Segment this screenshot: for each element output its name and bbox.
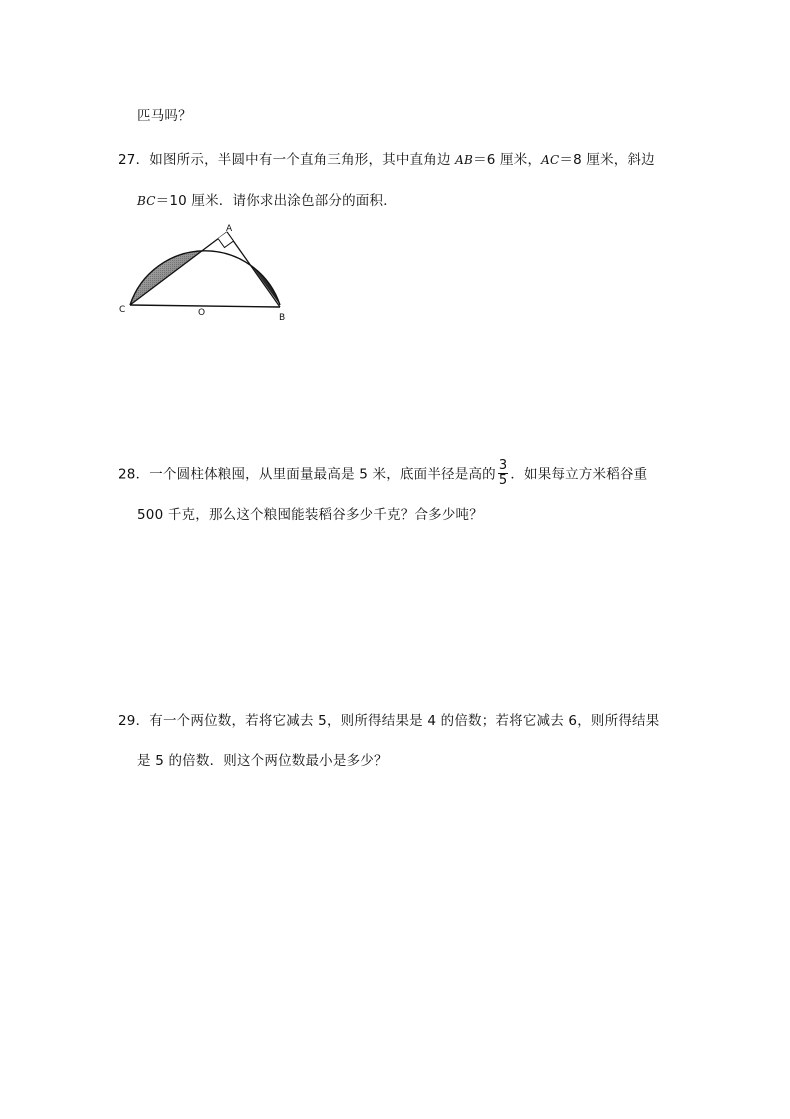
question-27-text-prefix: 如图所示，半圆中有一个直角三角形，其中直角边 — [149, 152, 456, 168]
question-29-line-1 — [118, 711, 659, 731]
triangle-side-ab — [227, 232, 280, 307]
fraction-numerator: 3 — [498, 458, 508, 473]
label-ac: AC — [541, 153, 560, 167]
point-c-label: C — [119, 305, 126, 315]
question-28-line-2: 500 千克，那么这个粮囤能装稻谷多少千克？合多少吨？ — [137, 507, 483, 523]
label-bc: BC — [137, 194, 156, 208]
question-28-text-prefix: 一个圆柱体粮囤，从里面量最高是 5 米，底面半径是高的 — [149, 466, 496, 483]
question-28-line-1 — [118, 460, 647, 489]
value-ac: ＝8 厘米，斜边 — [559, 152, 655, 168]
fraction-denominator: 5 — [498, 473, 508, 488]
question-27-text-rest: ＝10 厘米．请你求出涂色部分的面积． — [155, 193, 397, 209]
question-29-number: 29． — [118, 713, 150, 729]
question-28-number: 28． — [118, 466, 150, 483]
right-angle-marker — [218, 232, 234, 248]
shaded-region-left-texture — [118, 222, 227, 305]
triangle-side-ca — [130, 232, 227, 305]
value-ab: ＝6 厘米， — [473, 152, 542, 168]
label-ab: AB — [455, 153, 474, 167]
semicircle-triangle-figure — [118, 222, 300, 324]
point-a-label: A — [226, 224, 233, 234]
continued-text: 匹马吗？ — [137, 108, 192, 124]
fraction-three-fifths — [498, 459, 508, 488]
question-29-text: 有一个两位数，若将它减去 5，则所得结果是 4 的倍数；若将它减去 6，则所得结果 — [149, 713, 660, 729]
question-29-line-2: 是 5 的倍数．则这个两位数最小是多少？ — [137, 753, 388, 769]
question-27-line-2 — [137, 191, 397, 211]
question-27-line-1 — [118, 150, 655, 170]
question-28-text-suffix: ．如果每立方米稻谷重 — [510, 466, 648, 483]
question-27-number: 27． — [118, 152, 150, 168]
point-b-label: B — [279, 313, 286, 323]
shaded-region-right — [227, 222, 300, 305]
point-o-label: O — [198, 308, 206, 318]
diameter-line — [130, 305, 280, 307]
